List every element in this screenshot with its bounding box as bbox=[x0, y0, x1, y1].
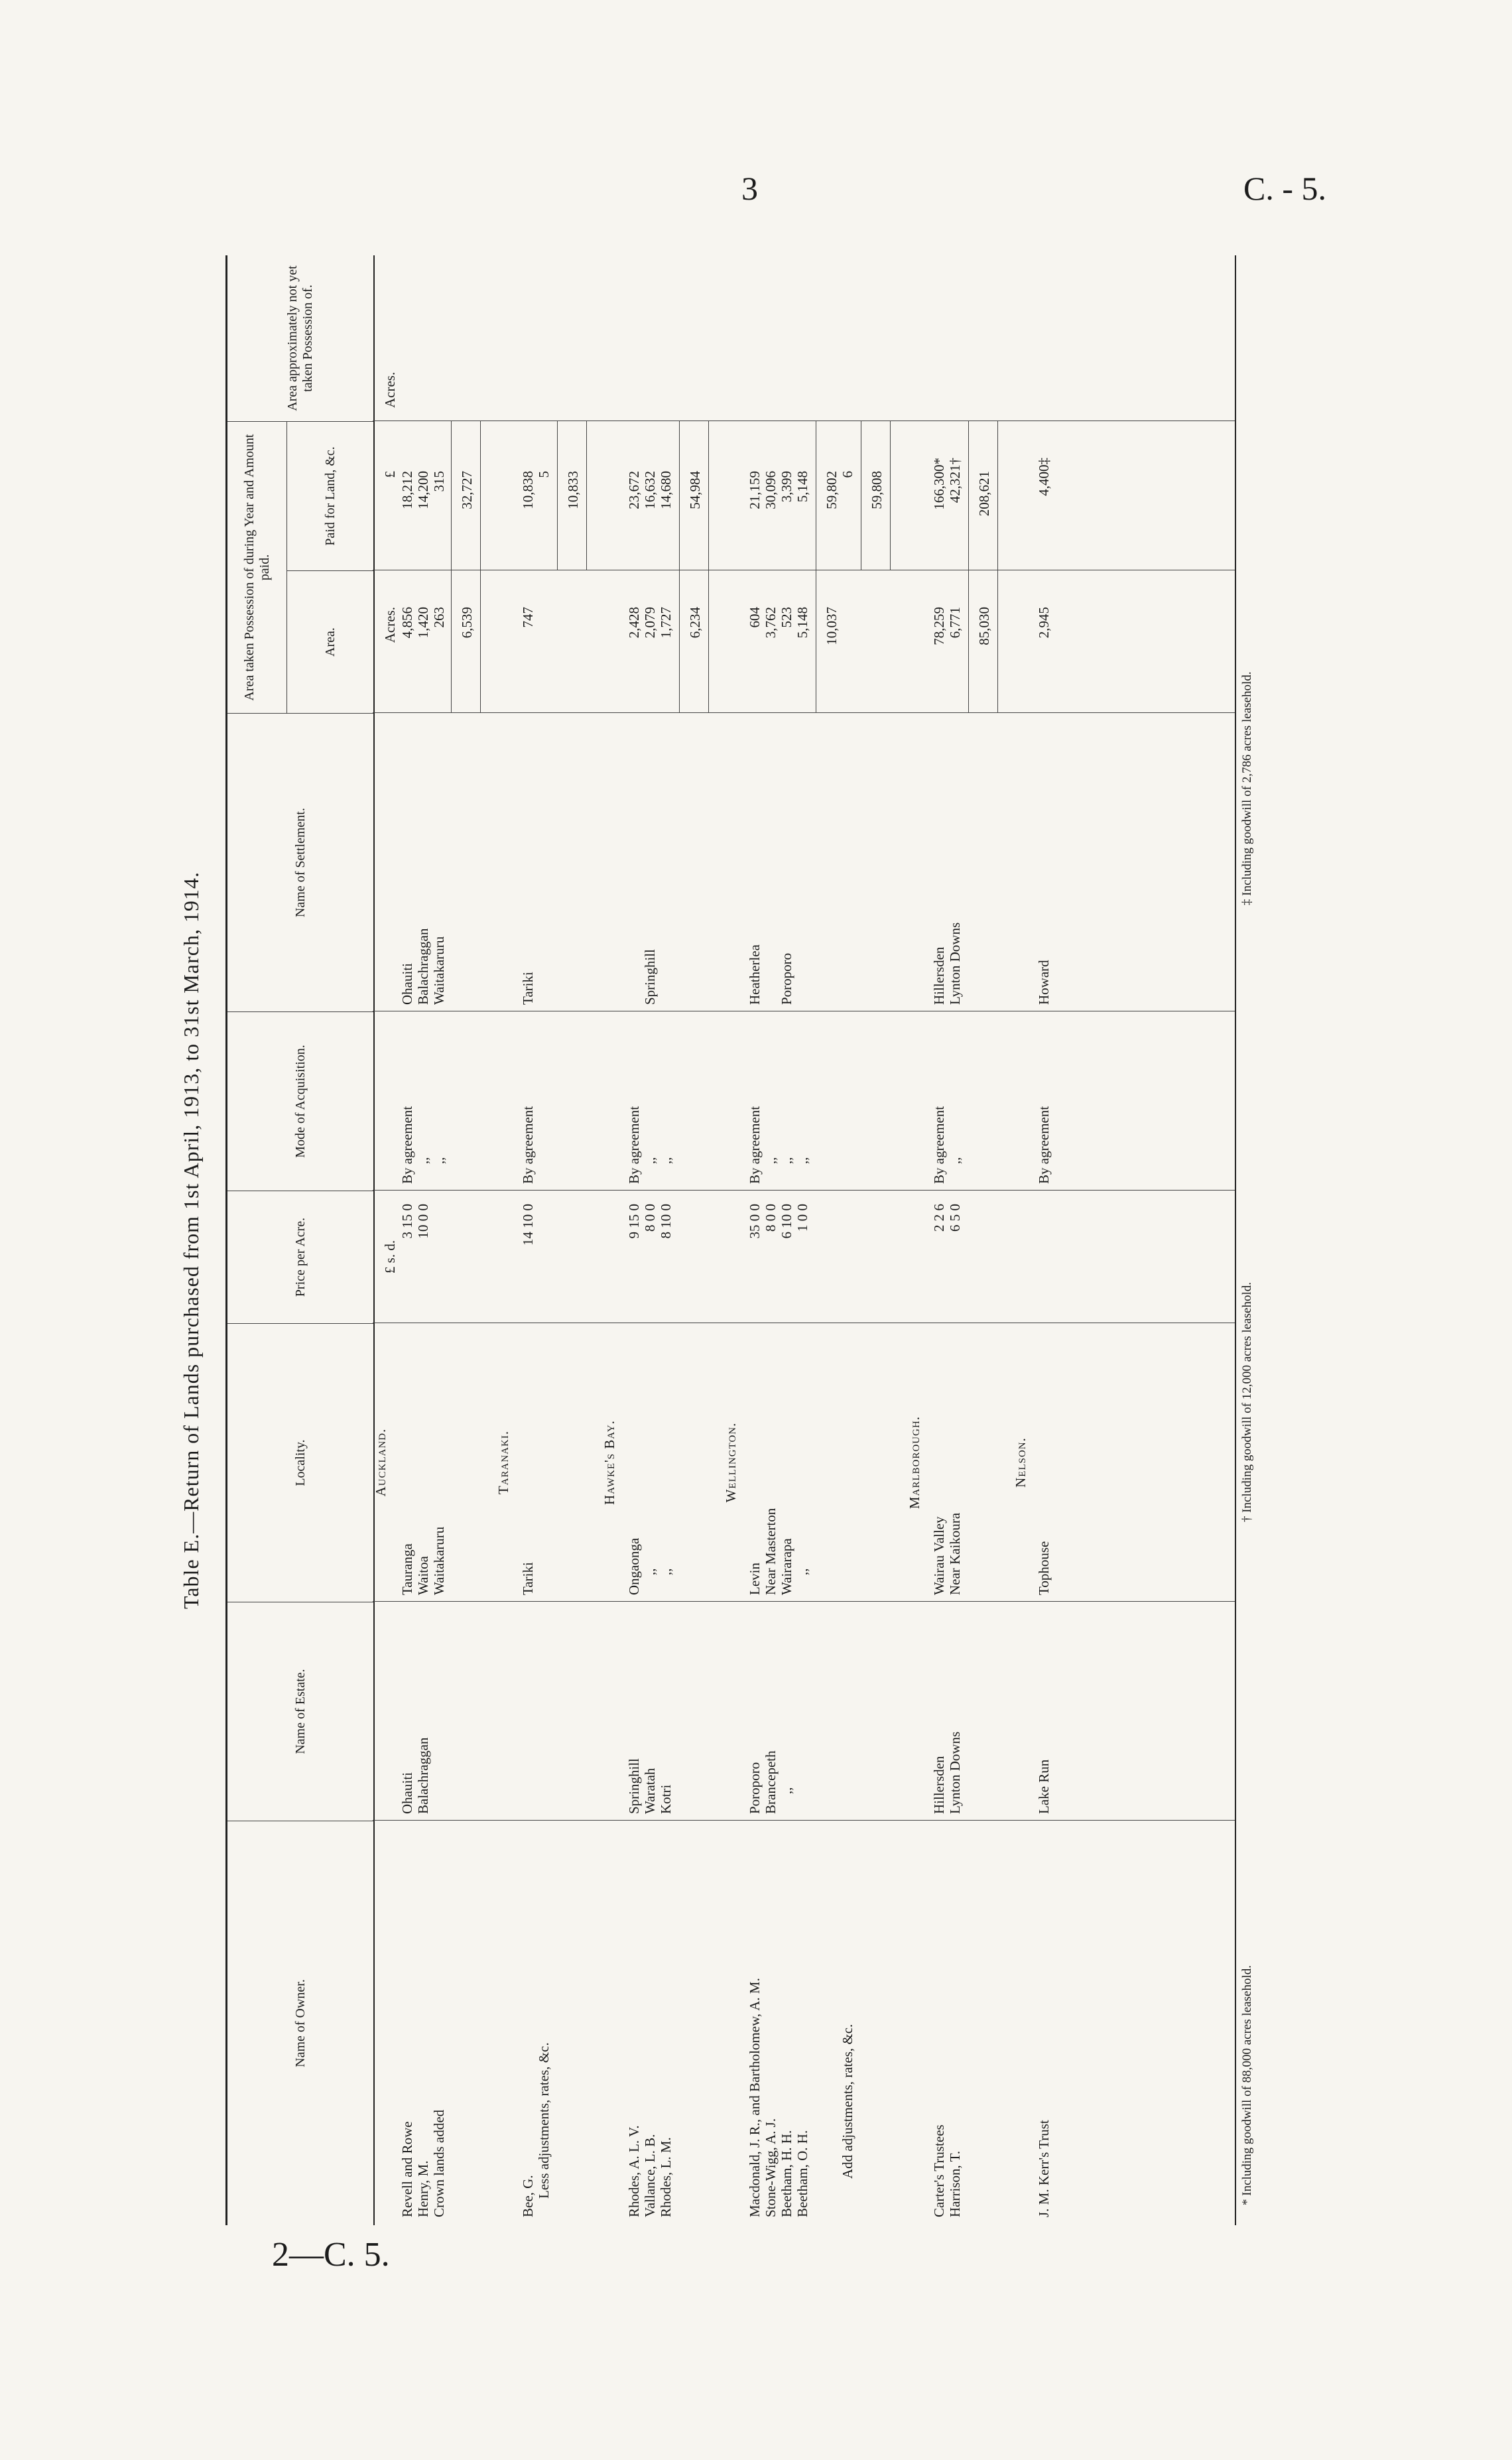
owner-cell: Stone-Wigg, A. J. bbox=[763, 2118, 779, 2217]
price-cell: 8 0 0 bbox=[763, 1204, 779, 1232]
header-price: Price per Acre. bbox=[227, 1191, 373, 1323]
paid-cell: 6 bbox=[840, 471, 855, 478]
footnotes bbox=[1240, 255, 1267, 2225]
estate-cell: Ohauiti bbox=[399, 1772, 415, 1814]
owner-cell: Rhodes, L. M. bbox=[658, 2137, 674, 2217]
total-area: 85,030 bbox=[976, 607, 992, 645]
owner-cell: Crown lands added bbox=[431, 2109, 447, 2217]
unit-acres: Acres. bbox=[382, 607, 398, 643]
owner-cell: Beetham, O. H. bbox=[794, 2130, 810, 2217]
owner-cell: Beetham, H. H. bbox=[779, 2130, 794, 2217]
header-estate: Name of Estate. bbox=[227, 1602, 373, 1821]
footnote: * Including goodwill of 88,000 acres leasehold. bbox=[1240, 1965, 1254, 2205]
paid-cell: 166,300* bbox=[931, 458, 947, 510]
region-hawkes-bay: Hawke's Bay. bbox=[601, 1420, 617, 1505]
owner-cell: Rhodes, A. L. V. bbox=[626, 2125, 642, 2217]
settlement-cell: Howard bbox=[1036, 960, 1052, 1005]
page-reference: C. - 5. bbox=[1243, 170, 1326, 207]
estate-cell: Poroporo bbox=[747, 1762, 763, 1814]
total-paid: 59,808 bbox=[869, 471, 885, 509]
mode-cell: By agreement bbox=[626, 1106, 642, 1184]
locality-cell: Ongaonga bbox=[626, 1537, 642, 1595]
estate-cell: Lake Run bbox=[1036, 1759, 1052, 1814]
paid-cell: 5 bbox=[536, 471, 552, 478]
area-cell: 2,079 bbox=[642, 607, 658, 639]
locality-cell: Tariki bbox=[520, 1562, 536, 1595]
estate-cell: Kotri bbox=[658, 1784, 674, 1814]
area-cell: 604 bbox=[747, 607, 763, 628]
price-cell: 9 15 0 bbox=[626, 1204, 642, 1239]
owner-cell: Harrison, T. bbox=[947, 2150, 963, 2217]
price-cell: 10 0 0 bbox=[415, 1204, 431, 1239]
header-mode: Mode of Acquisition. bbox=[227, 1011, 373, 1191]
total-paid: 32,727 bbox=[459, 471, 475, 509]
header-owner: Name of Owner. bbox=[227, 1821, 373, 2225]
settlement-cell: Poroporo bbox=[779, 952, 794, 1005]
paid-cell: 5,148 bbox=[794, 471, 810, 503]
table-body bbox=[373, 255, 1236, 2225]
mode-cell: ,, bbox=[947, 1157, 963, 1164]
paid-cell: 30,096 bbox=[763, 471, 779, 509]
area-cell: 523 bbox=[779, 607, 794, 628]
mode-cell: ,, bbox=[642, 1157, 658, 1164]
locality-cell: Levin bbox=[747, 1563, 763, 1595]
area-cell: 4,856 bbox=[399, 607, 415, 639]
footnote: † Including goodwill of 12,000 acres leasehold. bbox=[1240, 1282, 1254, 1522]
price-cell: 3 15 0 bbox=[399, 1204, 415, 1239]
estate-cell: Lynton Downs bbox=[947, 1731, 963, 1814]
estate-cell: Brancepeth bbox=[763, 1750, 779, 1814]
mode-cell: By agreement bbox=[747, 1106, 763, 1184]
mode-cell: ,, bbox=[415, 1157, 431, 1164]
header-paid: Paid for Land, &c. bbox=[287, 421, 373, 570]
locality-cell: ,, bbox=[642, 1568, 658, 1575]
page-number: 3 bbox=[741, 170, 758, 207]
settlement-cell: Heatherlea bbox=[747, 944, 763, 1005]
paid-cell: 10,838 bbox=[520, 471, 536, 509]
mode-cell: ,, bbox=[794, 1157, 810, 1164]
locality-cell: ,, bbox=[658, 1568, 674, 1575]
rotated-table bbox=[179, 255, 1254, 2225]
owner-cell: Revell and Rowe bbox=[399, 2121, 415, 2217]
mode-cell: ,, bbox=[431, 1157, 447, 1164]
price-cell: 1 0 0 bbox=[794, 1204, 810, 1232]
estate-cell: Springhill bbox=[626, 1758, 642, 1814]
mode-cell: By agreement bbox=[520, 1106, 536, 1184]
settlement-cell: Springhill bbox=[642, 948, 658, 1005]
paid-cell: 14,200 bbox=[415, 471, 431, 509]
mode-cell: ,, bbox=[658, 1157, 674, 1164]
locality-cell: Near Kaikoura bbox=[947, 1512, 963, 1595]
estate-cell: Waratah bbox=[642, 1768, 658, 1814]
area-cell: 2,428 bbox=[626, 607, 642, 639]
price-cell: 6 5 0 bbox=[947, 1204, 963, 1232]
paid-cell: 315 bbox=[431, 471, 447, 492]
locality-cell: Wairarapa bbox=[779, 1538, 794, 1595]
settlement-cell: Ohauiti bbox=[399, 963, 415, 1005]
paid-cell: 23,672 bbox=[626, 471, 642, 509]
area-cell: 3,762 bbox=[763, 607, 779, 639]
unit-pounds: £ bbox=[382, 471, 398, 478]
estate-cell: ,, bbox=[779, 1787, 794, 1794]
owner-cell: Less adjustments, rates, &c. bbox=[536, 2042, 552, 2199]
total-paid: 208,621 bbox=[976, 471, 992, 517]
paid-cell: 3,399 bbox=[779, 471, 794, 503]
owner-cell: J. M. Kerr's Trust bbox=[1036, 2120, 1052, 2217]
area-cell: 263 bbox=[431, 607, 447, 628]
mode-cell: By agreement bbox=[1036, 1106, 1052, 1184]
paid-cell: 42,321† bbox=[947, 458, 963, 503]
footnote: ‡ Including goodwill of 2,786 acres leasehold. bbox=[1240, 671, 1254, 905]
settlement-cell: Lynton Downs bbox=[947, 922, 963, 1005]
owner-cell: Vallance, L. B. bbox=[642, 2134, 658, 2217]
settlement-cell: Waitakaruru bbox=[431, 936, 447, 1005]
total-area: 10,037 bbox=[824, 607, 840, 645]
sheet-reference: 2—C. 5. bbox=[272, 2236, 390, 2274]
owner-cell: Macdonald, J. R., and Bartholomew, A. M. bbox=[747, 1978, 763, 2217]
paid-cell: 16,632 bbox=[642, 471, 658, 509]
price-cell: 14 10 0 bbox=[520, 1204, 536, 1246]
paid-cell: 14,680 bbox=[658, 471, 674, 509]
unit-psd: £ s. d. bbox=[382, 1240, 398, 1274]
settlement-cell: Balachraggan bbox=[415, 928, 431, 1005]
estate-cell: Balachraggan bbox=[415, 1737, 431, 1814]
paid-cell: 21,159 bbox=[747, 471, 763, 509]
settlement-cell: Hillersden bbox=[931, 946, 947, 1005]
region-nelson: Nelson. bbox=[1013, 1437, 1029, 1488]
total-paid: 59,802 bbox=[824, 471, 840, 509]
mode-cell: By agreement bbox=[399, 1106, 415, 1184]
locality-cell: Tophouse bbox=[1036, 1541, 1052, 1595]
area-cell: 2,945 bbox=[1036, 607, 1052, 639]
header-locality: Locality. bbox=[227, 1323, 373, 1602]
total-paid: 10,833 bbox=[565, 471, 581, 509]
area-cell: 78,259 bbox=[931, 607, 947, 645]
header-possession-group: Area taken Possession of during Year and Amount paid. bbox=[227, 421, 287, 713]
price-cell: 35 0 0 bbox=[747, 1204, 763, 1239]
locality-cell: Near Masterton bbox=[763, 1508, 779, 1595]
owner-cell: Carter's Trustees bbox=[931, 2124, 947, 2217]
price-cell: 8 10 0 bbox=[658, 1204, 674, 1239]
area-cell: 747 bbox=[520, 607, 536, 628]
region-marlborough: Marlborough. bbox=[907, 1415, 922, 1510]
locality-cell: Waitoa bbox=[415, 1556, 431, 1595]
region-wellington: Wellington. bbox=[723, 1422, 739, 1503]
paid-cell: 4,400‡ bbox=[1036, 458, 1052, 496]
estate-cell: Hillersden bbox=[931, 1756, 947, 1814]
owner-cell: Henry, M. bbox=[415, 2160, 431, 2217]
area-cell: 1,420 bbox=[415, 607, 431, 639]
total-paid: 54,984 bbox=[687, 471, 703, 509]
locality-cell: Tauranga bbox=[399, 1543, 415, 1595]
area-cell: 6,771 bbox=[947, 607, 963, 639]
settlement-cell: Tariki bbox=[520, 972, 536, 1005]
table-header bbox=[225, 255, 375, 2225]
unit-acres-not-taken: Acres. bbox=[382, 371, 398, 408]
area-cell: 5,148 bbox=[794, 607, 810, 639]
region-taranaki: Taranaki. bbox=[495, 1430, 511, 1495]
total-area: 6,234 bbox=[687, 607, 703, 639]
price-cell: 2 2 6 bbox=[931, 1204, 947, 1232]
locality-cell: ,, bbox=[794, 1568, 810, 1575]
mode-cell: ,, bbox=[763, 1157, 779, 1164]
mode-cell: By agreement bbox=[931, 1106, 947, 1184]
price-cell: 8 0 0 bbox=[642, 1204, 658, 1232]
price-cell: 6 10 0 bbox=[779, 1204, 794, 1239]
region-auckland: Auckland. bbox=[373, 1428, 389, 1497]
header-settlement: Name of Settlement. bbox=[227, 713, 373, 1011]
header-area: Area. bbox=[287, 570, 373, 713]
owner-cell: Add adjustments, rates, &c. bbox=[840, 2024, 855, 2179]
mode-cell: ,, bbox=[779, 1157, 794, 1164]
paid-cell: 18,212 bbox=[399, 471, 415, 509]
area-cell: 1,727 bbox=[658, 607, 674, 639]
locality-cell: Waitakaruru bbox=[431, 1526, 447, 1595]
owner-cell: Bee, G. bbox=[520, 2175, 536, 2217]
header-not-taken: Area approximately not yet taken Possession of. bbox=[285, 265, 315, 411]
locality-cell: Wairau Valley bbox=[931, 1516, 947, 1595]
total-area: 6,539 bbox=[459, 607, 475, 639]
table-title: Table E.—Return of Lands purchased from 1st April, 1913, to 31st March, 1914. bbox=[179, 872, 203, 1609]
